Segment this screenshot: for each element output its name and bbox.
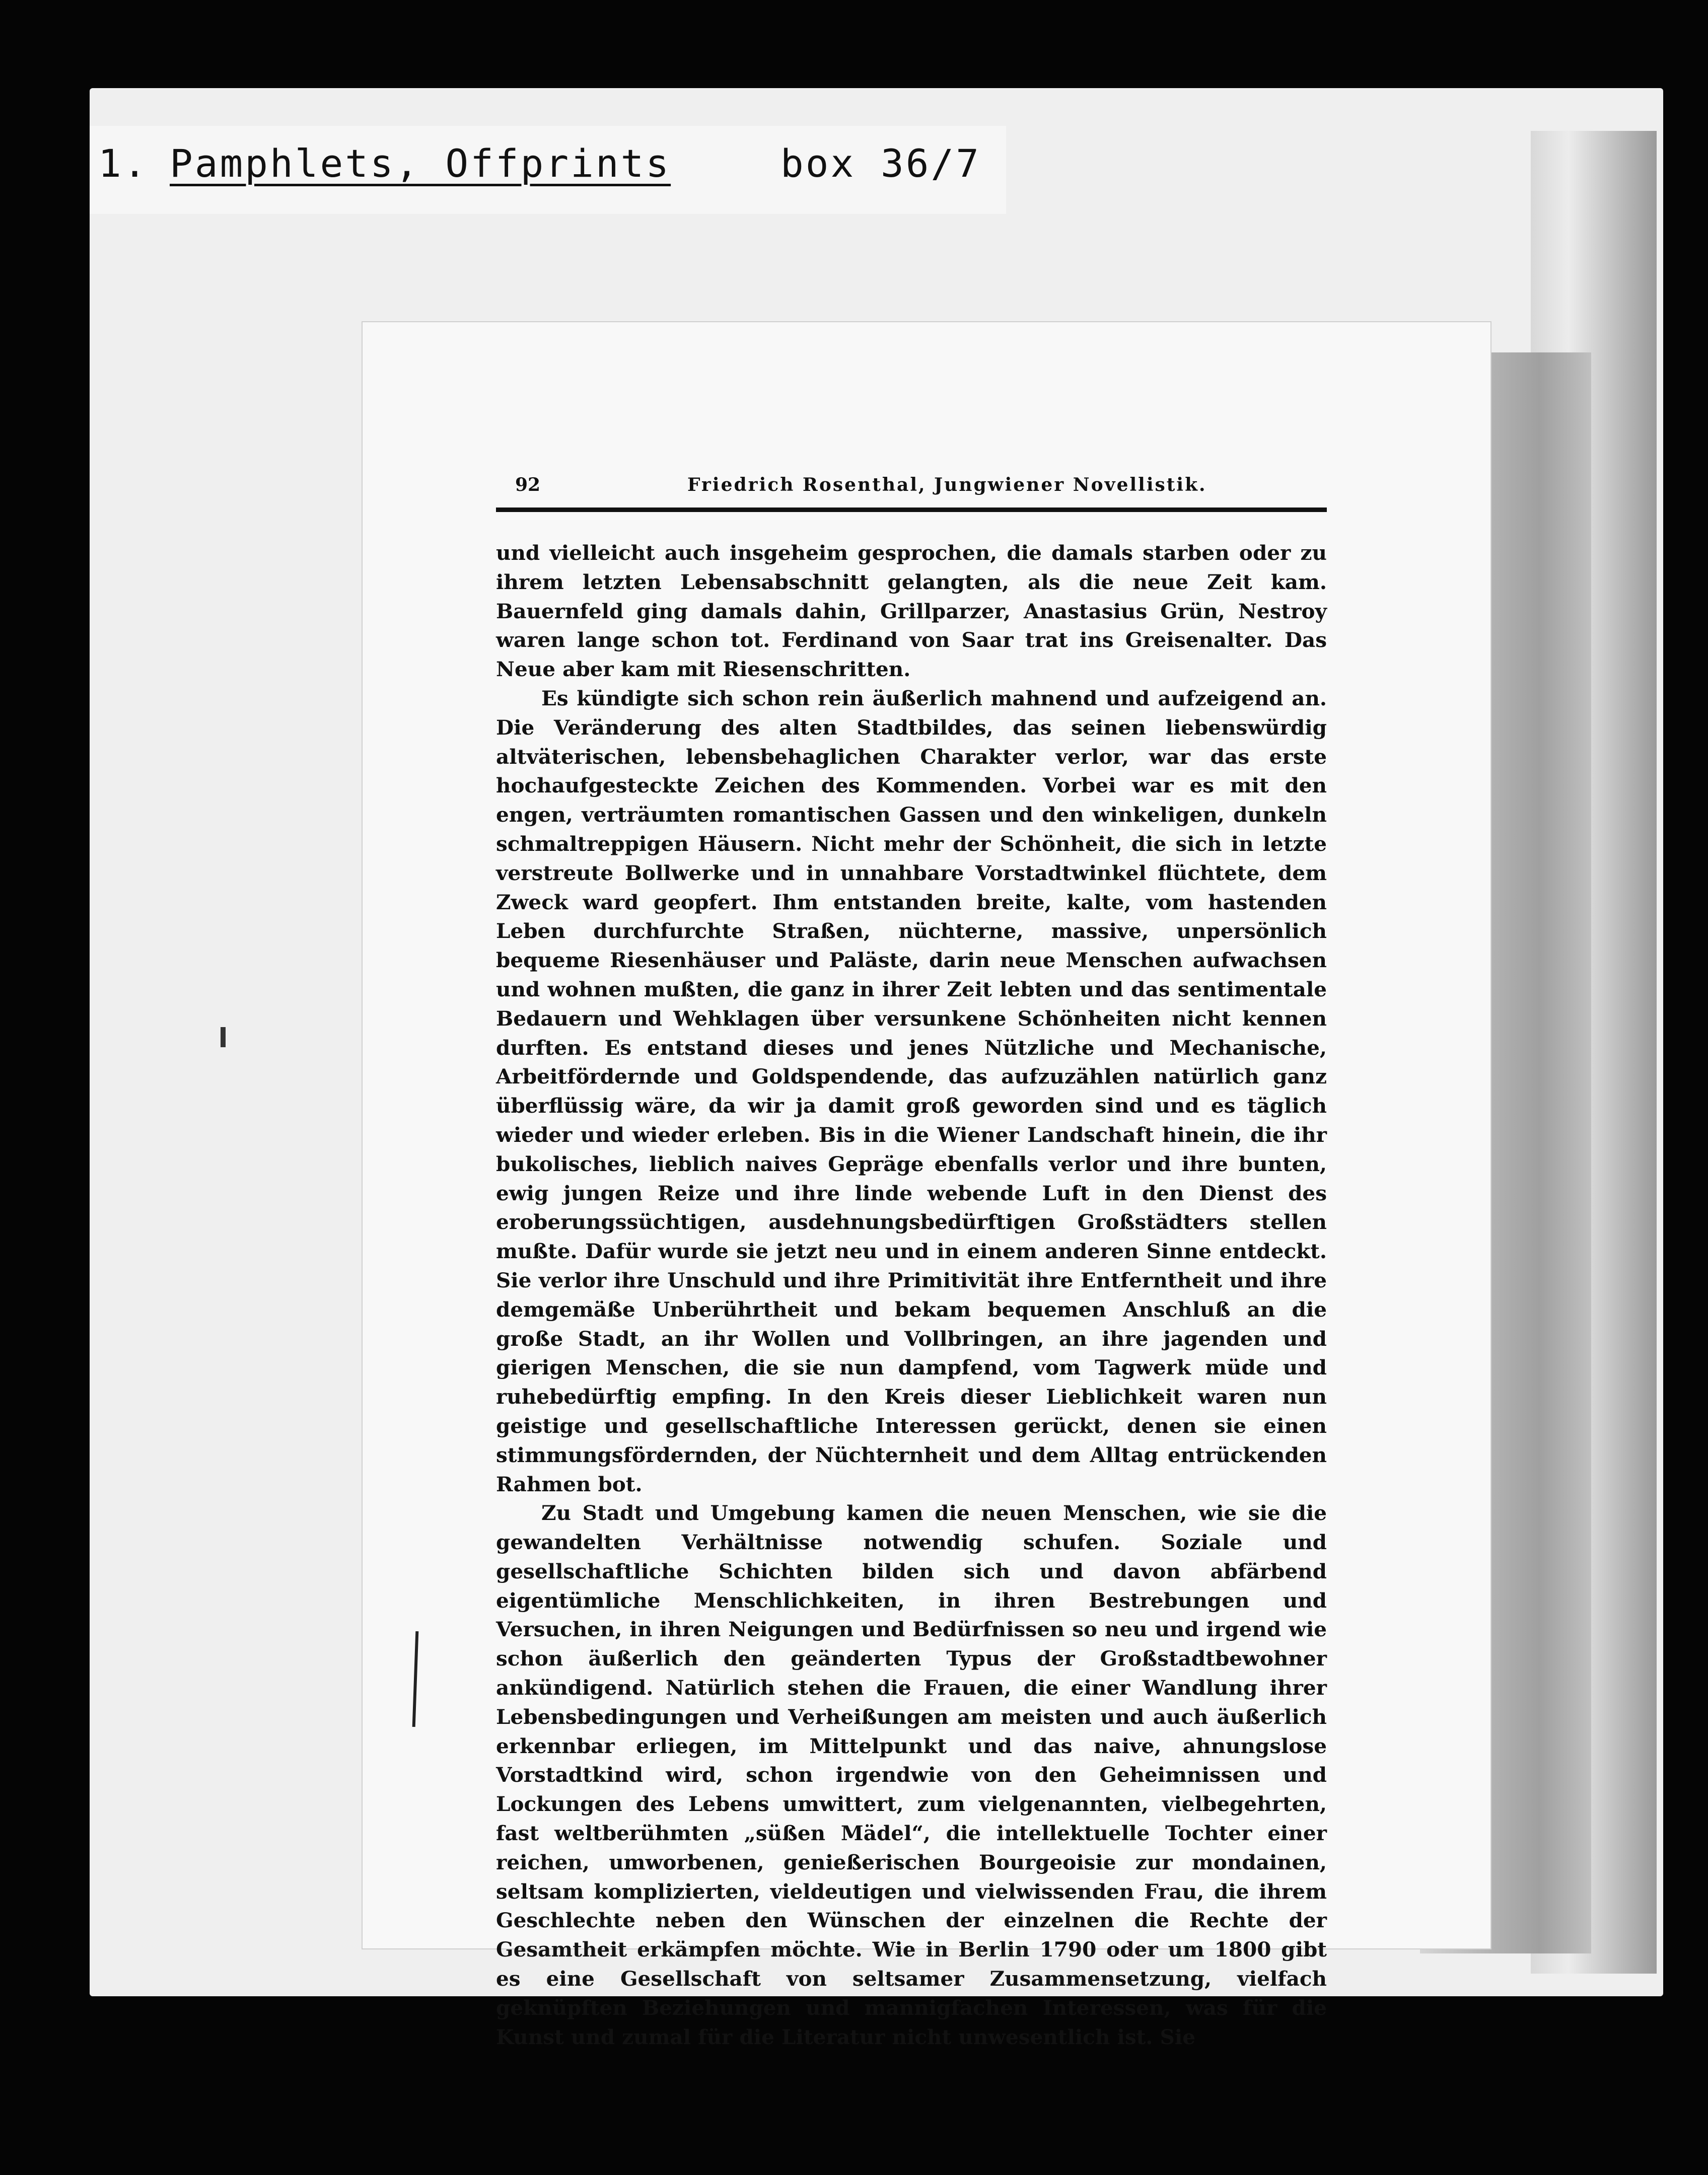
paragraph-3: Zu Stadt und Umgebung kamen die neuen Menschen, wie sie die gewandelten Verhältnisse notwendig schufen. Soziale und gesellschaftliche Schichten bilden sich und davon abfärbend eigentümliche Menschlichkeiten, in ihren Bestrebungen und Versuchen, in ihren Neigungen und Bedürfnissen so neu und irgend wie schon äußerlich den geänderten Typus der Großstadtbewohner ankündigend. Natürlich stehen die Frauen, die einer Wandlung ihrer Lebensbedingungen und Verheißungen am meisten und auch äußerlich erkennbar erliegen, im Mittelpunkt und das naive, ahnungslose Vorstadtkind wird, schon irgendwie von den Geheimnissen und Lockungen des Lebens umwittert, zum vielgenannten, vielbegehrten, fast weltberühmten „süßen Mädel“, die intellektuelle Tochter einer reichen, umworbenen, genießerischen Bourgeoisie zur mondainen, seltsam komplizierten, vieldeutigen und vielwissenden Frau, die ihrem Geschlechte neben den Wünschen der einzelnen die Rechte der Gesamtheit erkämpfen möchte. Wie in Berlin 1790 oder um 1800 gibt es eine Gesellschaft von seltsamer Zusammensetzung, vielfach geknüpften Beziehungen und mannigfachen Interessen, was für die Kunst und zumal für die Literatur nicht unwesentlich ist. Sie [496, 1501, 1327, 2049]
running-head [496, 468, 1327, 498]
page-number: 92 [515, 474, 541, 495]
body-text [496, 539, 1327, 2052]
paragraph-1: und vielleicht auch insgeheim gesprochen, die damals starben oder zu ihrem letzten Lebensabschnitt gelangten, als die neue Zeit kam. Bauernfeld ging damals dahin, Grillparzer, Anastasius Grün, Nestroy waren lange schon tot. Ferdinand von Saar trat ins Greisenalter. Das Neue aber kam mit Riesenschritten. [496, 541, 1327, 682]
running-head-title: Friedrich Rosenthal, Jungwiener Novellistik. [687, 474, 1207, 495]
archive-label-title: Pamphlets, Offprints [170, 141, 671, 186]
book-page [496, 468, 1327, 2049]
archive-label-number: 1. [98, 141, 149, 186]
paragraph-2: Es kündigte sich schon rein äußerlich mahnend und aufzeigend an. Die Veränderung des alten Stadtbildes, das seinen liebenswürdig altväterischen, lebensbehaglichen Charakter verlor, war das erste hochaufgesteckte Zeichen des Kommenden. Vorbei war es mit den engen, verträumten romantischen Gassen und den winkeligen, dunkeln schmaltreppigen Häusern. Nicht mehr der Schönheit, die sich in letzte verstreute Bollwerke und in unnahbare Vorstadtwinkel flüchtete, dem Zweck ward geopfert. Ihm entstanden breite, kalte, vom hastenden Leben durchfurchte Straßen, nüchterne, massive, unpersönlich bequeme Riesenhäuser und Paläste, darin neue Menschen aufwachsen und wohnen mußten, die ganz in ihrer Zeit lebten und das sentimentale Bedauern und Wehklagen über versunkene Schönheiten nicht kennen durften. Es entstand dieses und jenes Nützliche und Mechanische, Arbeitfördernde und Goldspendende, das aufzuzählen natürlich ganz überflüssig wäre, da wir ja damit groß geworden sind und es täglich wieder und wieder erleben. Bis in die Wiener Landschaft hinein, die ihr bukolisches, lieblich naives Gepräge ebenfalls verlor und ihre bunten, ewig jungen Reize und ihre linde webende Luft in den Dienst des eroberungssüchtigen, ausdehnungsbedürftigen Großstädters stellen mußte. Dafür wurde sie jetzt neu und in einem anderen Sinne entdeckt. Sie verlor ihre Unschuld und ihre Primitivität ihre Entferntheit und ihre demgemäße Unberührtheit und bekam bequemen Anschluß an die große Stadt, an ihr Wollen und Vollbringen, an ihre jagenden und gierigen Menschen, die sie nun dampfend, vom Tagwerk müde und ruhebedürftig empfing. In den Kreis dieser Lieblichkeit waren nun geistige und gesellschaftliche Interessen gerückt, denen sie einen stimmungsfördernden, der Nüchternheit und dem Alltag entrückenden Rahmen bot. [496, 686, 1327, 1496]
header-rule [496, 508, 1327, 512]
archive-label [98, 141, 1005, 196]
archive-label-box: box 36/7 [780, 141, 981, 186]
margin-tick-mark [221, 1027, 226, 1047]
